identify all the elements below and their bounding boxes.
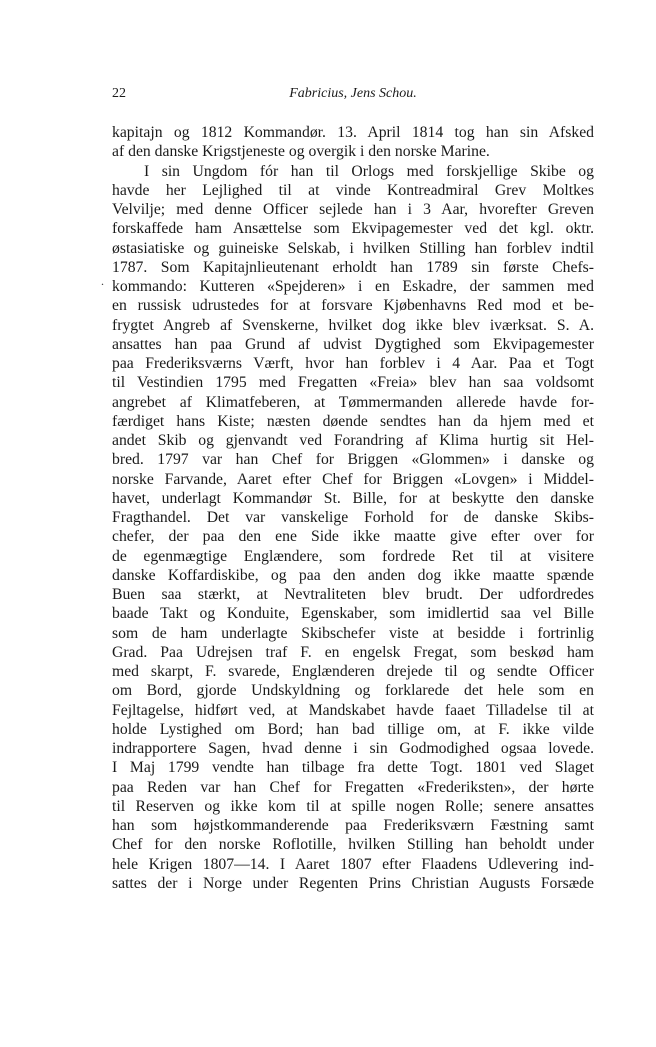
text-line: andet Skib og gjenvandt ved Forandring af Klima hurtig sit Hel- [112, 432, 594, 449]
text-line: om Bord, gjorde Undskyldning og forklarede det hele som en [112, 682, 594, 700]
text-line: Chef for den norske Roflotille, hvilken Stilling han beholdt under [112, 836, 594, 854]
text-line: norske Farvande, Aaret efter Chef for Briggen «Lovgen» i Middel- [112, 470, 594, 488]
text-line: paa Frederiksværns Værft, hvor han forblev i 4 Aar. Paa et Togt [112, 355, 594, 372]
text-line: Velvilje; med denne Officer sejlede han i 3 Aar, hvorefter Greven [112, 201, 594, 218]
running-head [112, 86, 594, 106]
text-line: ansattes han paa Grund af udvist Dygtighed som Ekvipagemester [112, 335, 594, 353]
text-line: kapitajn og 1812 Kommandør. 13. April 1814 tog han sin Afsked [112, 124, 594, 141]
text-line: færdiget hans Kiste; næsten døende sendtes han da hjem med et [112, 412, 594, 430]
text-line: af den danske Krigstjeneste og overgik i den norske Marine. [112, 143, 490, 161]
text-line: forskaffede ham Ansættelse som Ekvipagemester ved det kgl. oktr. [112, 220, 594, 238]
text-line: han som højstkommanderende paa Frederiksværn Fæstning samt [112, 817, 594, 834]
text-line: en russisk udrustedes for at forsvare Kjøbenhavns Red mod et be- [112, 297, 594, 315]
text-line: indrapportere Sagen, hvad denne i sin Godmodighed ogsaa lovede. [112, 740, 594, 757]
text-line: kommando: Kutteren «Spejderen» i en Eskadre, der sammen med [112, 278, 594, 295]
text-line: frygtet Angreb af Svenskerne, hvilket dog ikke blev iværksat. S. A. [112, 316, 594, 334]
text-line: I sin Ungdom fór han til Orlogs med forskjellige Skibe og [144, 162, 594, 180]
text-line: Grad. Paa Udrejsen traf F. en engelsk Fregat, som beskød ham [112, 643, 594, 661]
margin-mark: . [101, 274, 104, 288]
text-line: som de ham underlagte Skibschefer viste at besidde i fortrinlig [112, 624, 594, 642]
text-line: sattes der i Norge under Regenten Prins Christian Augusts Forsæde [112, 874, 594, 892]
text-line: Fejltagelse, hidført ved, at Mandskabet havde faaet Tilladelse til at [112, 701, 594, 719]
text-line: havde her Lejlighed til at vinde Kontreadmiral Grev Moltkes [112, 181, 594, 199]
text-line: til Vestindien 1795 med Fregatten «Freia» blev han saa voldsomt [112, 374, 594, 392]
text-line: østasiatiske og guineiske Selskab, i hvilken Stilling han forblev indtil [112, 239, 594, 257]
text-line: Buen saa stærkt, at Nevtraliteten blev brudt. Der udfordredes [112, 586, 594, 603]
text-line: 1787. Som Kapitajnlieutenant erholdt han 1789 sin første Chefs- [112, 258, 594, 276]
body-text [112, 123, 594, 893]
text-line: til Reserven og ikke kom til at spille nogen Rolle; senere ansattes [112, 797, 594, 815]
text-line: danske Koffardiskibe, og paa den anden dog ikke maatte spænde [112, 566, 594, 584]
running-title: Fabricius, Jens Schou. [289, 86, 417, 101]
text-line: bred. 1797 var han Chef for Briggen «Glommen» i danske og [112, 451, 594, 469]
text-line: I Maj 1799 vendte han tilbage fra dette Togt. 1801 ved Slaget [112, 759, 594, 777]
text-line: paa Reden var han Chef for Fregatten «Frederiksten», der hørte [112, 778, 594, 796]
text-line: baade Takt og Konduite, Egenskaber, som imidlertid saa vel Bille [112, 605, 594, 623]
text-line: Fragthandel. Det var vanskelige Forhold for de danske Skibs- [112, 509, 594, 526]
text-line: chefer, der paa den ene Side ikke maatte give efter over for [112, 528, 594, 546]
text-line: angrebet af Klimatfeberen, at Tømmermanden allerede havde for- [112, 393, 594, 411]
text-line: holde Lystighed om Bord; han bad tillige om, at F. ikke vilde [112, 720, 594, 738]
text-line: havet, underlagt Kommandør St. Bille, for at beskytte den danske [112, 489, 594, 507]
text-line: med skarpt, F. svarede, Englænderen drejede til og sendte Officer [112, 663, 594, 680]
page-number: 22 [112, 86, 126, 101]
text-line: hele Krigen 1807—14. I Aaret 1807 efter Flaadens Udlevering ind- [112, 855, 594, 873]
text-line: de egenmægtige Englændere, som fordrede Ret til at visitere [112, 547, 594, 565]
